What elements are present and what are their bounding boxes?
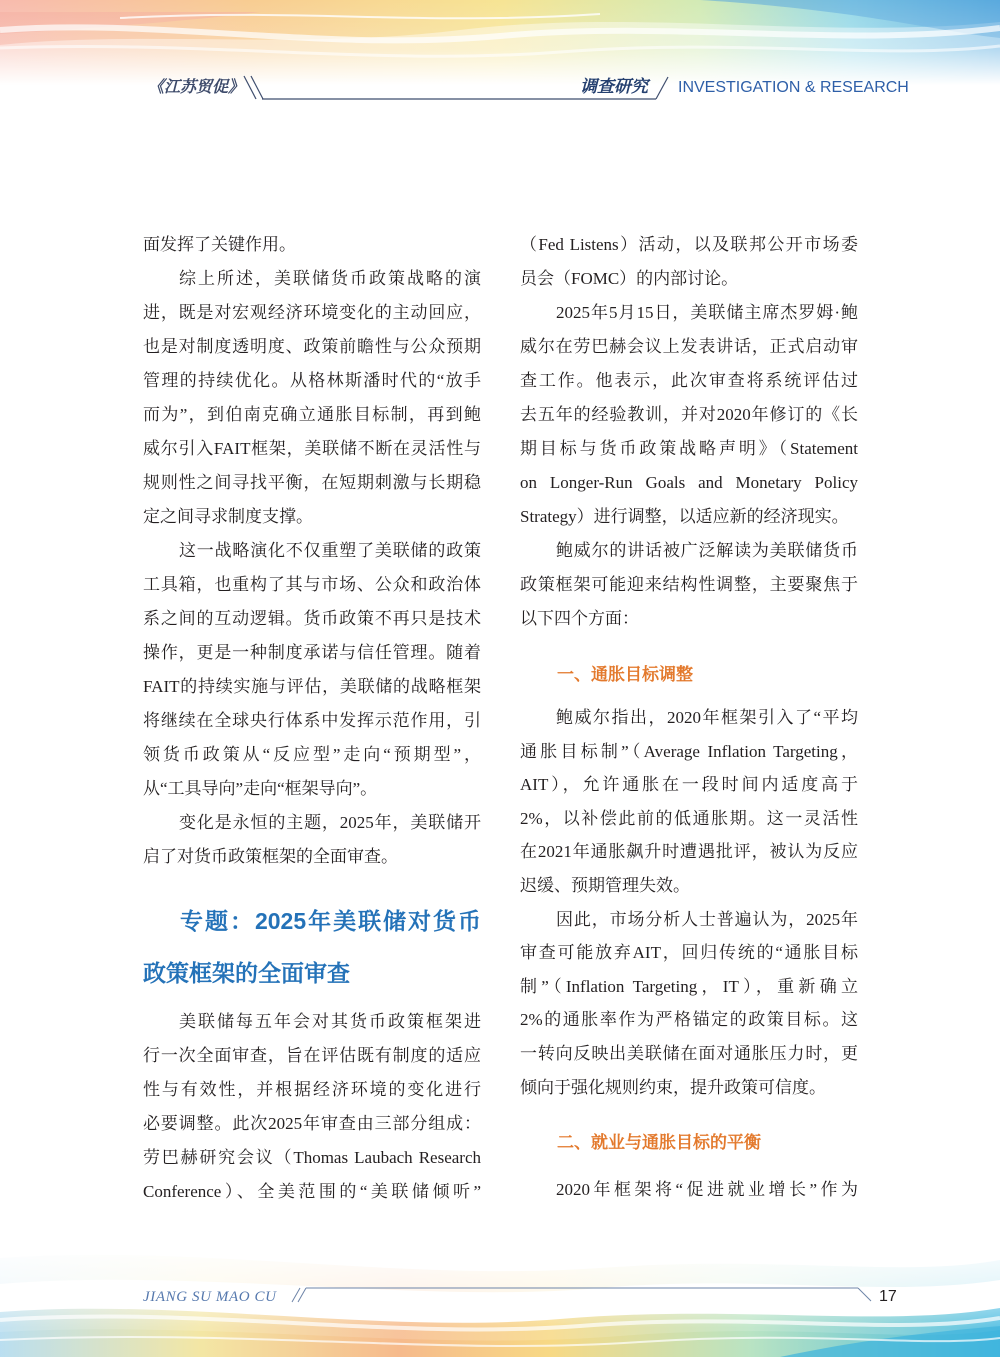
left-column	[143, 228, 481, 1209]
text-line: 审查可能放弃AIT，回归传统的“通胀目标	[520, 943, 858, 963]
text-line: 美联储每五年会对其货币政策框架进	[179, 1012, 481, 1031]
subheading-employment-balance: 二、就业与通胀目标的平衡	[557, 1133, 761, 1153]
text-line: 2020年框架将“促进就业增长”作为	[556, 1180, 858, 1200]
subheading-inflation-target: 一、通胀目标调整	[557, 665, 693, 684]
text-line: 制”（Inflation Targeting，IT），重新确立	[520, 976, 858, 996]
paragraph	[520, 701, 858, 903]
text-line: 威尔引入FAIT框架，美联储不断在灵活性与	[143, 439, 481, 458]
paragraph	[143, 1005, 481, 1209]
section-title-cn: 调查研究	[580, 77, 648, 97]
text-line: 以下四个方面：	[520, 609, 639, 628]
text-line: 变化是永恒的主题，2025年，美联储开	[179, 813, 481, 832]
paragraph	[143, 262, 481, 534]
text-line: 威尔在劳巴赫会议上发表讲话，正式启动审	[520, 337, 858, 356]
text-line: 因此，市场分析人士普遍认为，2025年	[556, 909, 858, 929]
heading-line: 专题：2025年美联储对货币	[180, 908, 481, 934]
text-line: 操作，更是一种制度承诺与信任管理。随着	[143, 643, 481, 662]
paragraph	[143, 228, 481, 262]
section-title-en: INVESTIGATION & RESEARCH	[678, 79, 909, 96]
text-line: 规则性之间寻找平衡，在短期刺激与长期稳	[143, 473, 481, 492]
text-line: 领货币政策从“反应型”走向“预期型”，	[143, 745, 481, 764]
text-line: 迟缓、预期管理失效。	[520, 875, 690, 895]
paragraph	[520, 903, 858, 1105]
right-column	[520, 228, 858, 1207]
text-line: 而为”，到伯南克确立通胀目标制，再到鲍	[143, 405, 481, 424]
text-line: 综上所述，美联储货币政策战略的演	[179, 269, 481, 288]
text-line: 鲍威尔指出，2020年框架引入了“平均	[556, 708, 858, 727]
text-line: 管理的持续优化。从格林斯潘时代的“放手	[143, 371, 481, 390]
text-line: FAIT的持续实施与评估，美联储的战略框架	[143, 677, 481, 696]
text-line: 倾向于强化规则约束，提升政策可信度。	[520, 1077, 826, 1097]
text-line: 这一战略演化不仅重塑了美联储的政策	[179, 541, 481, 560]
text-line: （Fed Listens）活动，以及联邦公开市场委	[520, 235, 858, 254]
text-line: 面发挥了关键作用。	[143, 235, 296, 254]
section-heading	[143, 895, 481, 999]
paragraph	[520, 296, 858, 534]
text-line: 劳巴赫研究会议（Thomas Laubach Research	[143, 1148, 481, 1167]
text-line: 2%的通胀率作为严格锚定的政策目标。这	[520, 1010, 858, 1030]
text-line: 启了对货币政策框架的全面审查。	[143, 847, 398, 866]
paragraph	[143, 806, 481, 874]
text-line: 定之间寻求制度支撑。	[143, 507, 313, 526]
text-line: 政策框架可能迎来结构性调整，主要聚焦于	[520, 575, 858, 594]
text-line: 系之间的互动逻辑。货币政策不再只是技术	[143, 609, 481, 628]
paragraph	[143, 534, 481, 806]
text-line: 2%，以补偿此前的低通胀期。这一灵活性	[520, 808, 858, 828]
text-line: 必要调整。此次2025年审查由三部分组成：	[143, 1114, 481, 1133]
text-line: 从“工具导向”走向“框架导向”。	[143, 779, 378, 798]
paragraph	[520, 534, 858, 636]
text-line: Conference）、全美范围的“美联储倾听”	[143, 1182, 481, 1201]
text-line: 通胀目标制”（Average Inflation Targeting，	[520, 741, 858, 761]
heading-line: 政策框架的全面审查	[143, 960, 350, 986]
text-line: 进，既是对宏观经济环境变化的主动回应，	[143, 303, 481, 322]
text-line: 查工作。他表示，此次审查将系统评估过	[520, 371, 858, 390]
subsection-body	[520, 701, 858, 1104]
text-line: 2025年5月15日，美联储主席杰罗姆·鲍	[556, 303, 858, 322]
text-line: AIT），允许通胀在一段时间内适度高于	[520, 775, 858, 795]
text-line: 在2021年通胀飙升时遭遇批评，被认为反应	[520, 842, 858, 862]
text-line: 一转向反映出美联储在面对通胀压力时，更	[520, 1043, 858, 1063]
text-line: 性与有效性，并根据经济环境的变化进行	[143, 1080, 481, 1099]
text-line: on Longer-Run Goals and Monetary Policy	[520, 473, 858, 492]
magazine-title: 《江苏贸促》	[148, 77, 245, 96]
text-line: 也是对制度透明度、政策前瞻性与公众预期	[143, 337, 481, 356]
paragraph	[520, 1173, 858, 1207]
text-line: 鲍威尔的讲话被广泛解读为美联储货币	[556, 541, 858, 560]
text-line: 期目标与货币政策战略声明》（Statement	[520, 439, 858, 458]
footer-magazine-name: JIANG SU MAO CU	[143, 1289, 277, 1305]
paragraph	[520, 228, 858, 296]
text-line: 行一次全面审查，旨在评估既有制度的适应	[143, 1046, 481, 1065]
text-line: Strategy）进行调整，以适应新的经济现实。	[520, 507, 849, 526]
text-line: 将继续在全球央行体系中发挥示范作用，引	[143, 711, 481, 730]
text-line: 员会（FOMC）的内部讨论。	[520, 269, 739, 288]
page-number: 17	[879, 1288, 897, 1305]
text-line: 工具箱，也重构了其与市场、公众和政治体	[143, 575, 481, 594]
text-line: 去五年的经验教训，并对2020年修订的《长	[520, 405, 858, 424]
